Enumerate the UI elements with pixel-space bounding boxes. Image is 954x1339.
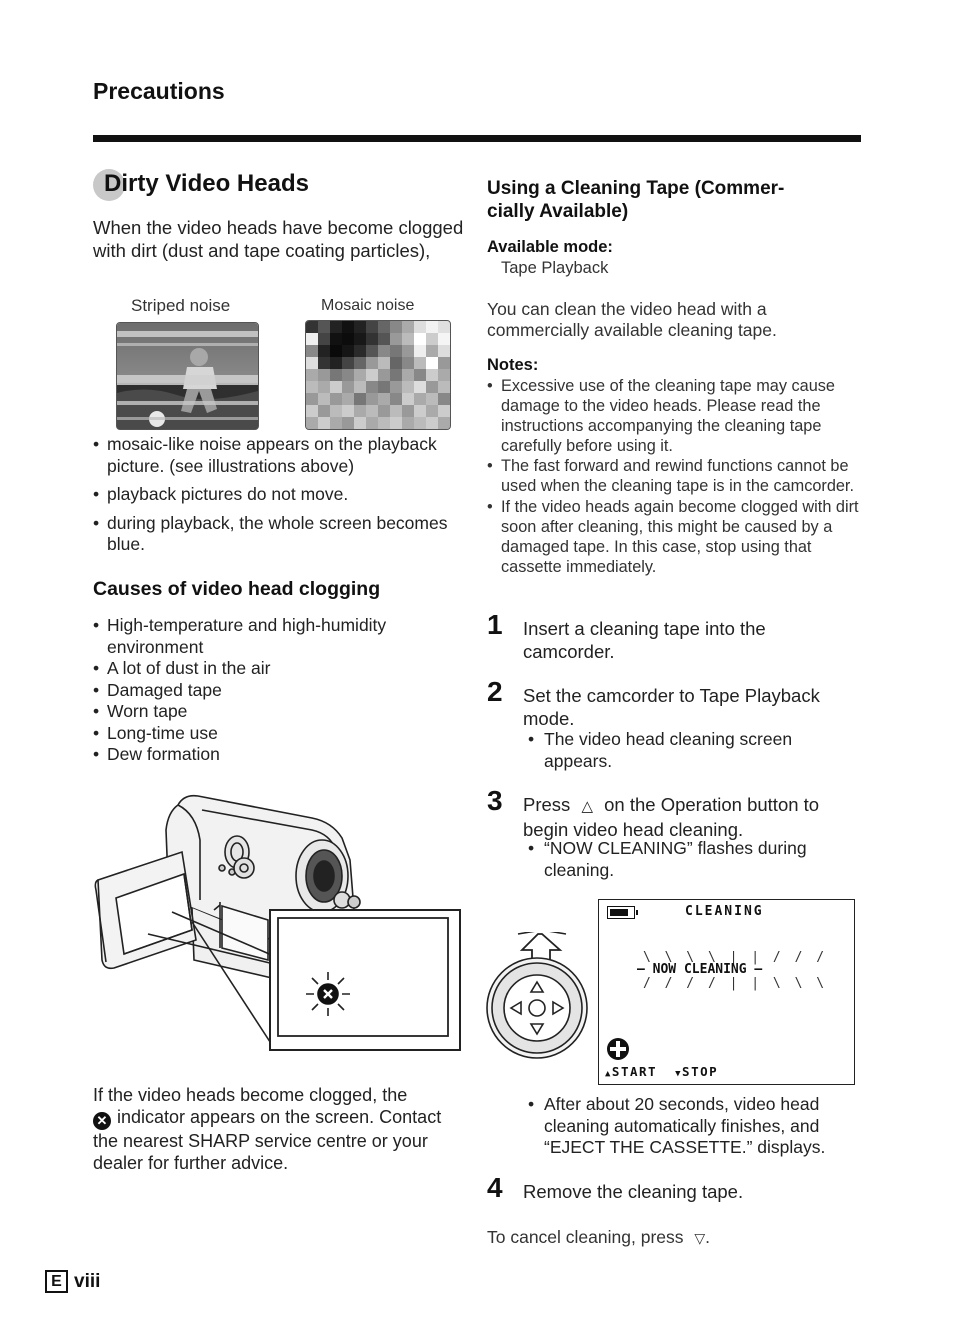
clog-advice-text [93, 1084, 471, 1174]
list-item: • mosaic-like noise appears on the playback picture. (see illustrations above) [93, 434, 465, 477]
step-3-text-a: Press [523, 794, 571, 815]
up-triangle-icon: △ [581, 798, 593, 815]
step-2-text: Set the camcorder to Tape Playback mode. [523, 685, 820, 729]
list-item: • Damaged tape [93, 680, 433, 702]
camcorder-illustration [92, 790, 464, 1052]
lcd-start-label: START [611, 1064, 658, 1079]
stop-down-icon: ▼ [675, 1069, 683, 1079]
list-item: • If the video heads again become clogged with dirt soon after cleaning, this might be caused by a damaged tape. In this case, stop using that cassette immediately. [487, 497, 859, 577]
dirty-heads-heading-text: Dirty Video Heads [104, 170, 309, 197]
step-3-text [523, 793, 853, 841]
lcd-flash-line: — NOW CLEANING — [637, 962, 763, 977]
causes-list [93, 615, 433, 766]
dirty-heads-intro: When the video heads have become clogged with dirt (dust and tape coating particles), [93, 217, 464, 261]
clog-advice-part2: indicator appears on the screen. Contact the nearest SHARP service centre or your dealer for further advice. [93, 1107, 442, 1173]
cleaning-intro: You can clean the video head with a commercially available cleaning tape. [487, 299, 777, 340]
lcd-title: CLEANING [685, 904, 764, 919]
list-item: • Excessive use of the cleaning tape may cause damage to the video heads. Please read the instructions accompanying the cleaning tape carefully before using it. [487, 376, 859, 456]
list-item: • Dew formation [93, 744, 433, 766]
causes-heading: Causes of video head clogging [93, 578, 381, 600]
step-1-text: Insert a cleaning tape into the camcorder. [523, 618, 766, 662]
mosaic-noise-image [305, 320, 451, 430]
step-4-text: Remove the cleaning tape. [523, 1181, 744, 1202]
step-2-number: 2 [487, 676, 503, 707]
flash-rays-bottom: / / / / | | \ \ \ [643, 976, 828, 991]
step-3-number: 3 [487, 785, 503, 816]
start-up-icon: ▲ [605, 1069, 612, 1079]
page-marker [45, 1270, 100, 1293]
language-mark: E [45, 1270, 68, 1293]
available-mode-heading: Available mode: [487, 238, 613, 256]
flash-rays-top: \ \ \ \ | | / / / [643, 950, 828, 965]
symptom-list [93, 434, 465, 556]
after-cleaning-note [528, 1094, 848, 1159]
list-item: • Long-time use [93, 723, 433, 745]
list-item: • The fast forward and rewind functions cannot be used when the cleaning tape is in the camcorder. [487, 456, 859, 496]
clog-advice-part1: If the video heads become clogged, the [93, 1085, 408, 1105]
striped-noise-image [116, 322, 259, 430]
list-item: • After about 20 seconds, video head cleaning automatically finishes, and “EJECT THE CASSETTE.” displays. [528, 1094, 848, 1159]
head-clog-icon: ✕ [93, 1112, 111, 1130]
lcd-controls [605, 1064, 718, 1079]
step-2-sub [528, 729, 838, 772]
cross-key-icon [607, 1038, 629, 1060]
step-4-number: 4 [487, 1172, 503, 1203]
header-rule [93, 135, 861, 142]
list-item: • “NOW CLEANING” flashes during cleaning. [528, 838, 838, 881]
mosaic-noise-label: Mosaic noise [321, 297, 415, 314]
operation-button-illustration [486, 932, 598, 1062]
list-item: • High-temperature and high-humidity environment [93, 615, 433, 658]
dirty-heads-heading [93, 170, 468, 198]
step-1-number: 1 [487, 609, 503, 640]
striped-noise-label: Striped noise [131, 296, 231, 315]
list-item: • playback pictures do not move. [93, 484, 465, 506]
list-item: • Worn tape [93, 701, 433, 723]
list-item: • A lot of dust in the air [93, 658, 433, 680]
battery-icon [607, 906, 635, 919]
available-mode-value: Tape Playback [501, 259, 609, 277]
step-3-text-b: on the Operation button to begin video head cleaning. [523, 794, 820, 840]
cleaning-screen-display [598, 899, 855, 1085]
cancel-text: To cancel cleaning, press [487, 1227, 684, 1247]
notes-list [487, 376, 859, 577]
notes-heading: Notes: [487, 356, 539, 374]
cleaning-tape-heading: Using a Cleaning Tape (Commer- cially Available) [487, 178, 785, 222]
list-item: • during playback, the whole screen becomes blue. [93, 513, 465, 556]
list-item: • The video head cleaning screen appears. [528, 729, 838, 772]
down-triangle-icon: ▽ [694, 1230, 706, 1246]
cancel-text-line: To cancel cleaning, press ▽. [487, 1227, 711, 1247]
step-3-sub [528, 838, 838, 881]
page-number: viii [74, 1271, 101, 1292]
lcd-stop-label: STOP [682, 1064, 719, 1079]
section-title: Precautions [93, 78, 225, 104]
lcd-flash-text: NOW CLEANING [652, 962, 747, 977]
